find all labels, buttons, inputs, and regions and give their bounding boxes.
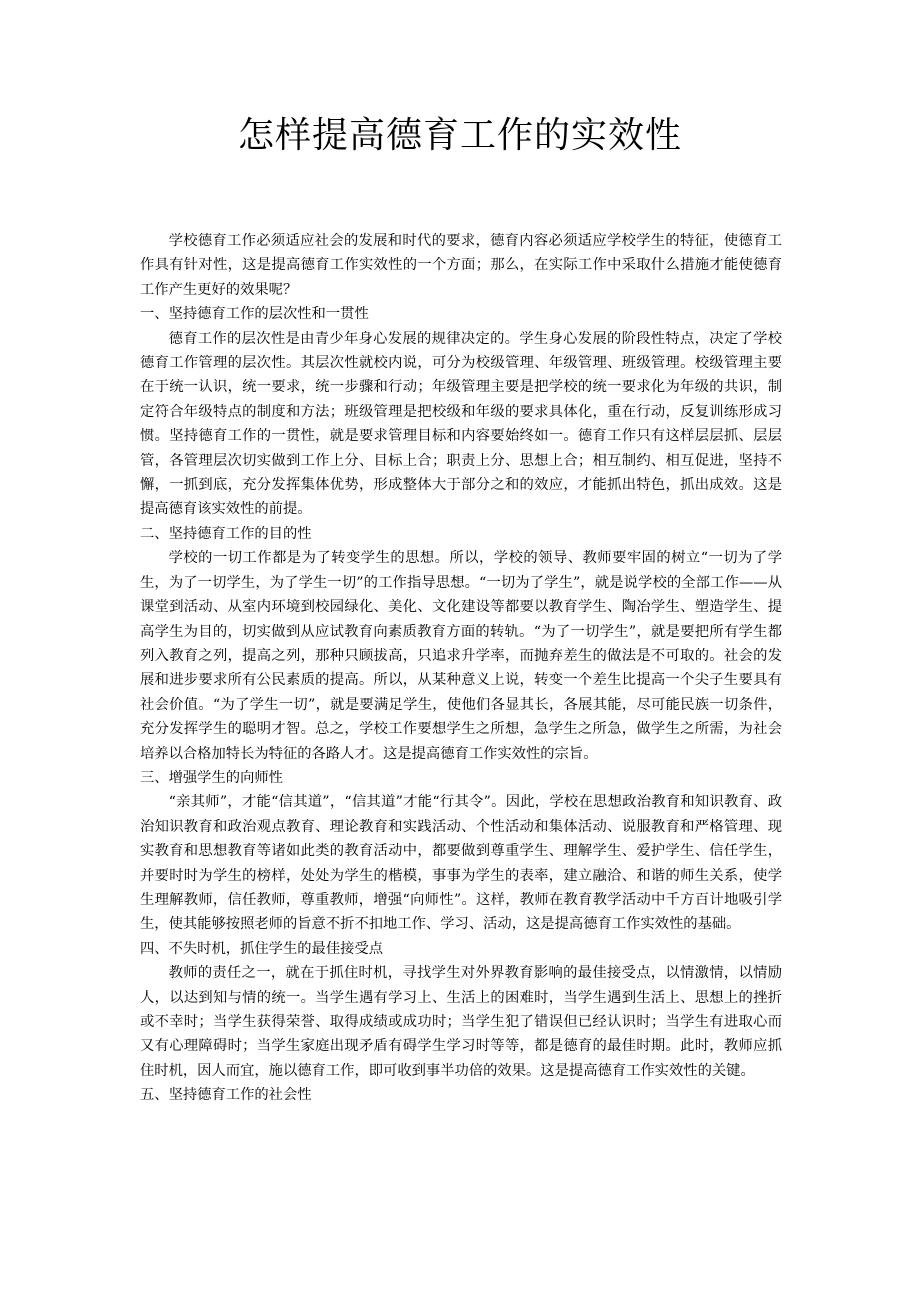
section-paragraph-2: 学校的一切工作都是为了转变学生的思想。所以，学校的领导、教师要牢固的树立“一切为了学生，为了一切学生，为了学生一切”的工作指导思想。“一切为了学生”，就是说学校的全部工作——从课堂到活动、从室内环境到校园绿化、美化、文化建设等都要以教育学生、陶冶学生、塑造学生、提高学生为目的，切实做到从应试教育向素质教育方面的转轨。“为了一切学生”，就是要把所有学生都列入教育之列，提高之列，那种只顾拔高，只追求升学率，而抛弃差生的做法是不可取的。社会的发展和进步要求所有公民素质的提高。所以，从某种意义上说，转变一个差生比提高一个尖子生要具有社会价值。“为了学生一切”，就是要满足学生，使他们各显其长，各展其能，尽可能民族一切条件，充分发挥学生的聪明才智。总之，学校工作要想学生之所想，急学生之所急，做学生之所需，为社会培养以合格加特长为特征的各路人才。这是提高德育工作实效性的宗旨。: [140, 550, 782, 762]
section-paragraph-1: 德育工作的层次性是由青少年身心发展的规律决定的。学生身心发展的阶段性特点，决定了学校德育工作管理的层次性。其层次性就校内说，可分为校级管理、年级管理、班级管理。校级管理主要在于统一认识，统一要求，统一步骤和行动；年级管理主要是把学校的统一要求化为年级的共识，制定符合年级特点的制度和方法；班级管理是把校级和年级的要求具体化，重在行动，反复训练形成习惯。坚持德育工作的一贯性，就是要求管理目标和内容要始终如一。德育工作只有这样层层抓、层层管，各管理层次切实做到工作上分、目标上合；职责上分、思想上合；相互制约、相互促进，坚持不懈，一抓到底，充分发挥集体优势，形成整体大于部分之和的效应，才能抓出特色，抓出成效。这是提高德育该实效性的前提。: [140, 330, 782, 518]
section-heading-3: 三、增强学生的向师性: [140, 769, 283, 786]
section-paragraph-3: “亲其师”，才能“信其道”，“信其道”才能“行其令”。因此，学校在思想政治教育和知识教育、政治知识教育和政治观点教育、理论教育和实践活动、个性活动和集体活动、说服教育和严格管理、现实教育和思想教育等诸如此类的教育活动中，都要做到尊重学生、理解学生、爱护学生、信任学生，并要时时为学生的榜样，处处为学生的楷模，事事为学生的表率，建立融洽、和谐的师生关系，使学生理解教师，信任教师，尊重教师，增强“向师性”。这样，教师在教育教学活动中千方百计地吸引学生，使其能够按照老师的旨意不折不扣地工作、学习、活动，这是提高德育工作实效性的基础。: [140, 794, 782, 933]
document-body: [140, 229, 782, 1108]
intro-paragraph: 学校德育工作必须适应社会的发展和时代的要求，德育内容必须适应学校学生的特征，使德育工作具有针对性，这是提高德育工作实效性的一个方面；那么，在实际工作中采取什么措施才能使德育工作产生更好的效果呢？: [140, 233, 782, 298]
section-heading-5: 五、坚持德育工作的社会性: [140, 1087, 312, 1104]
section-paragraph-4: 教师的责任之一，就在于抓住时机，寻找学生对外界教育影响的最佳接受点，以情激情，以情励人，以达到知与情的统一。当学生遇有学习上、生活上的困难时，当学生遇到生活上、思想上的挫折或不幸时；当学生获得荣誉、取得成绩或成功时；当学生犯了错误但已经认识时；当学生有进取心而又有心理障碍时；当学生家庭出现矛盾有碍学生学习时等等，都是德育的最佳时期。此时，教师应抓住时机，因人而宜，施以德育工作，即可收到事半功倍的效果。这是提高德育工作实效性的关键。: [140, 965, 782, 1079]
section-heading-4: 四、不失时机，抓住学生的最佳接受点: [140, 940, 384, 957]
section-heading-2: 二、坚持德育工作的目的性: [140, 525, 312, 542]
section-heading-1: 一、坚持德育工作的层次性和一贯性: [140, 306, 369, 323]
page-title: 怎样提高德育工作的实效性: [237, 115, 682, 156]
